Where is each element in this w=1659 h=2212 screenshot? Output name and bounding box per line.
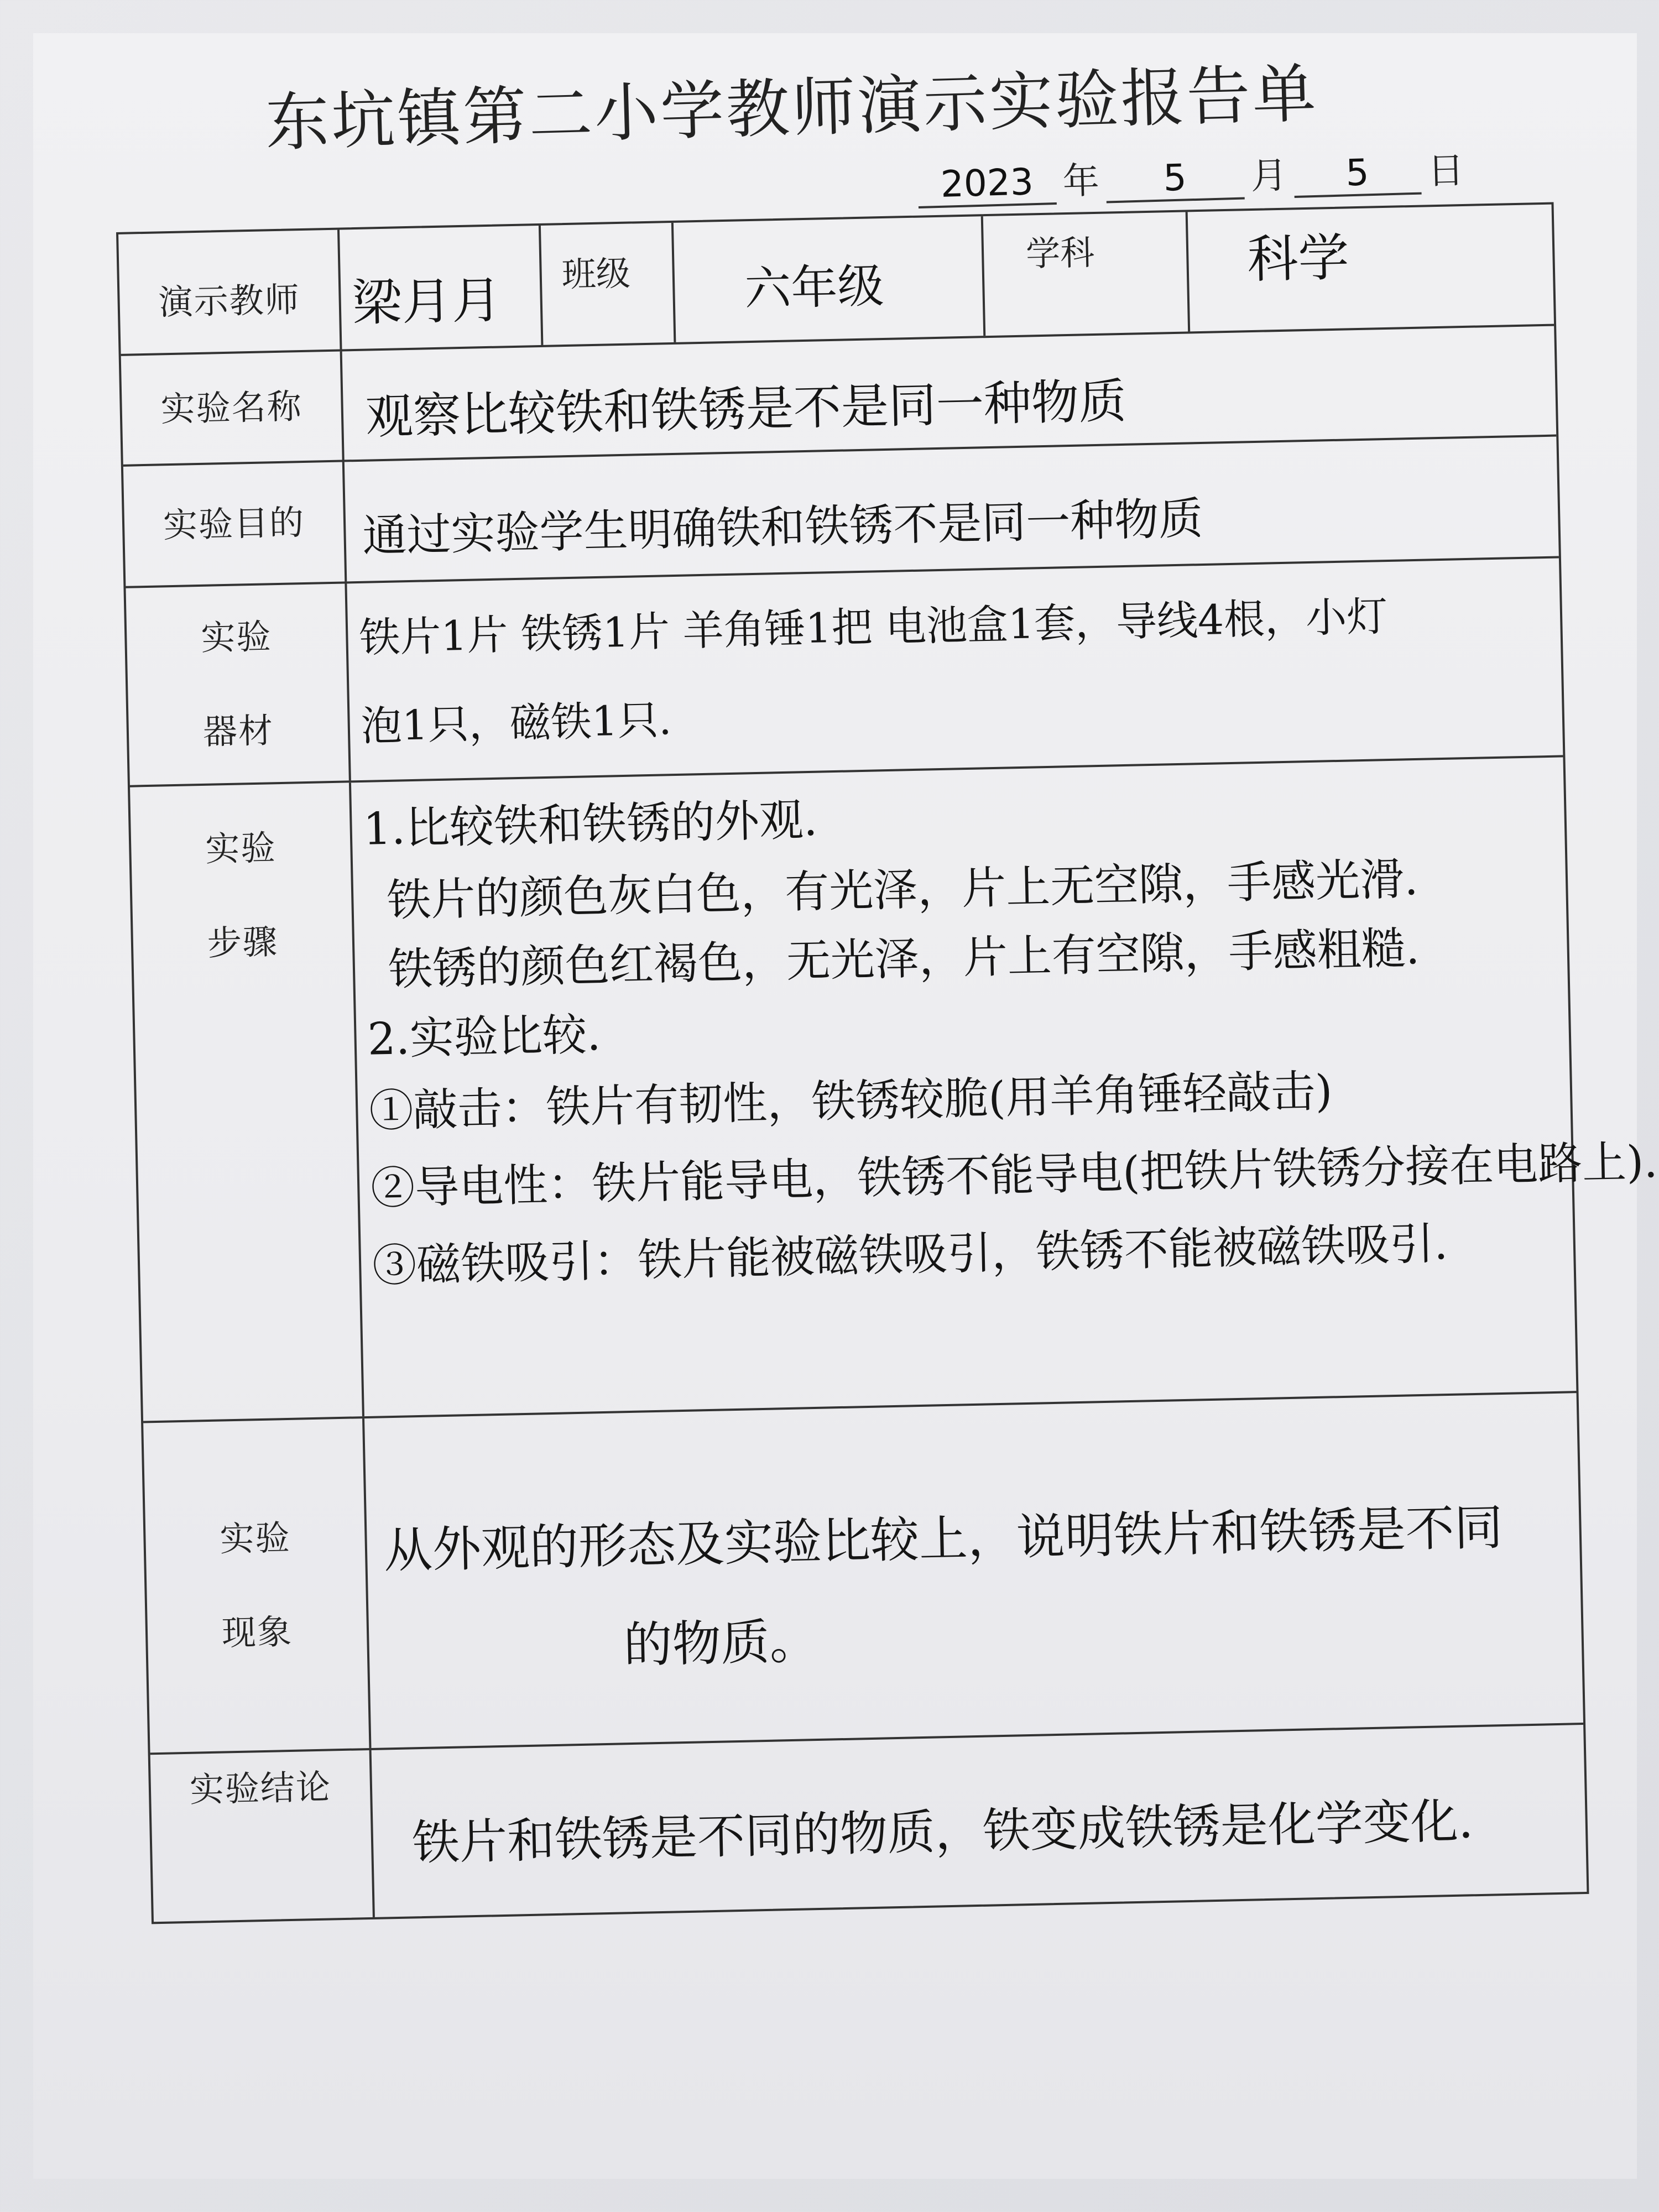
date-month: 5 bbox=[1105, 155, 1245, 204]
teacher-label: 演示教师 bbox=[118, 230, 342, 354]
teacher-value: 梁月月 bbox=[351, 271, 502, 333]
document-title: 东坑镇第二小学教师演示实验报告单 bbox=[264, 56, 1319, 160]
steps-label-line-2: 步骤 bbox=[207, 921, 279, 963]
step-line: ②导电性：铁片能导电，铁锈不能导电(把铁片铁锈分接在电路上). bbox=[370, 1135, 1658, 1214]
divider bbox=[981, 216, 986, 336]
steps-label-line-1: 实验 bbox=[205, 827, 277, 869]
row-materials bbox=[126, 558, 1563, 787]
date-day: 5 bbox=[1293, 150, 1422, 198]
step-line: 2.实验比较. bbox=[367, 1008, 602, 1065]
materials-label-line-2: 器材 bbox=[202, 710, 274, 752]
phenomenon-line-1: 从外观的形态及实验比较上，说明铁片和铁锈是不同 bbox=[383, 1499, 1504, 1579]
purpose-value: 通过实验学生明确铁和铁锈不是同一种物质 bbox=[362, 492, 1204, 562]
subject-label: 学科 bbox=[1025, 232, 1095, 274]
date-year: 2023 bbox=[917, 160, 1057, 208]
materials-line-2: 泡1只，磁铁1只. bbox=[360, 696, 672, 750]
date-month-unit: 月 bbox=[1250, 154, 1288, 198]
paper-sheet bbox=[33, 33, 1658, 2179]
row-steps bbox=[130, 757, 1658, 1423]
step-line: ③磁铁吸引：铁片能被磁铁吸引，铁锈不能被磁铁吸引. bbox=[372, 1217, 1449, 1292]
report-table bbox=[116, 202, 1658, 1924]
row-conclusion bbox=[150, 1725, 1587, 1922]
phenomenon-label-line-1: 实验 bbox=[219, 1517, 291, 1559]
phenomenon-label bbox=[143, 1418, 371, 1752]
row-phenomenon bbox=[143, 1393, 1583, 1755]
phenomenon-label-line-2: 现象 bbox=[221, 1611, 293, 1653]
step-line: ①敲击：铁片有韧性，铁锈较脆(用羊角锤轻敲击) bbox=[368, 1065, 1333, 1137]
divider bbox=[539, 226, 544, 345]
step-line: 铁片的颜色灰白色，有光泽，片上无空隙，手感光滑. bbox=[386, 853, 1419, 927]
materials-line-1: 铁片1片 铁锈1片 羊角锤1把 电池盒1套，导线4根，小灯 bbox=[358, 593, 1388, 662]
divider bbox=[1186, 212, 1191, 331]
divider bbox=[671, 223, 676, 342]
step-line: 铁锈的颜色红褐色，无光泽，片上有空隙，手感粗糙. bbox=[388, 922, 1421, 995]
date-year-unit: 年 bbox=[1062, 159, 1100, 203]
class-label: 班级 bbox=[561, 253, 631, 295]
experiment-name-value: 观察比较铁和铁锈是不是同一种物质 bbox=[365, 373, 1127, 445]
phenomenon-line-2: 的物质。 bbox=[623, 1612, 819, 1674]
conclusion-label: 实验结论 bbox=[150, 1750, 375, 1922]
steps-label bbox=[130, 782, 364, 1421]
conclusion-value: 铁片和铁锈是不同的物质，铁变成铁锈是化学变化. bbox=[411, 1793, 1474, 1871]
experiment-name-label: 实验名称 bbox=[121, 351, 345, 464]
subject-value: 科学 bbox=[1246, 228, 1350, 290]
step-line: 1.比较铁和铁锈的外观. bbox=[362, 794, 818, 855]
materials-label bbox=[126, 583, 351, 785]
materials-label-line-1: 实验 bbox=[200, 616, 273, 658]
purpose-label: 实验目的 bbox=[123, 462, 347, 586]
date-day-unit: 日 bbox=[1427, 149, 1465, 193]
class-value: 六年级 bbox=[744, 258, 885, 316]
